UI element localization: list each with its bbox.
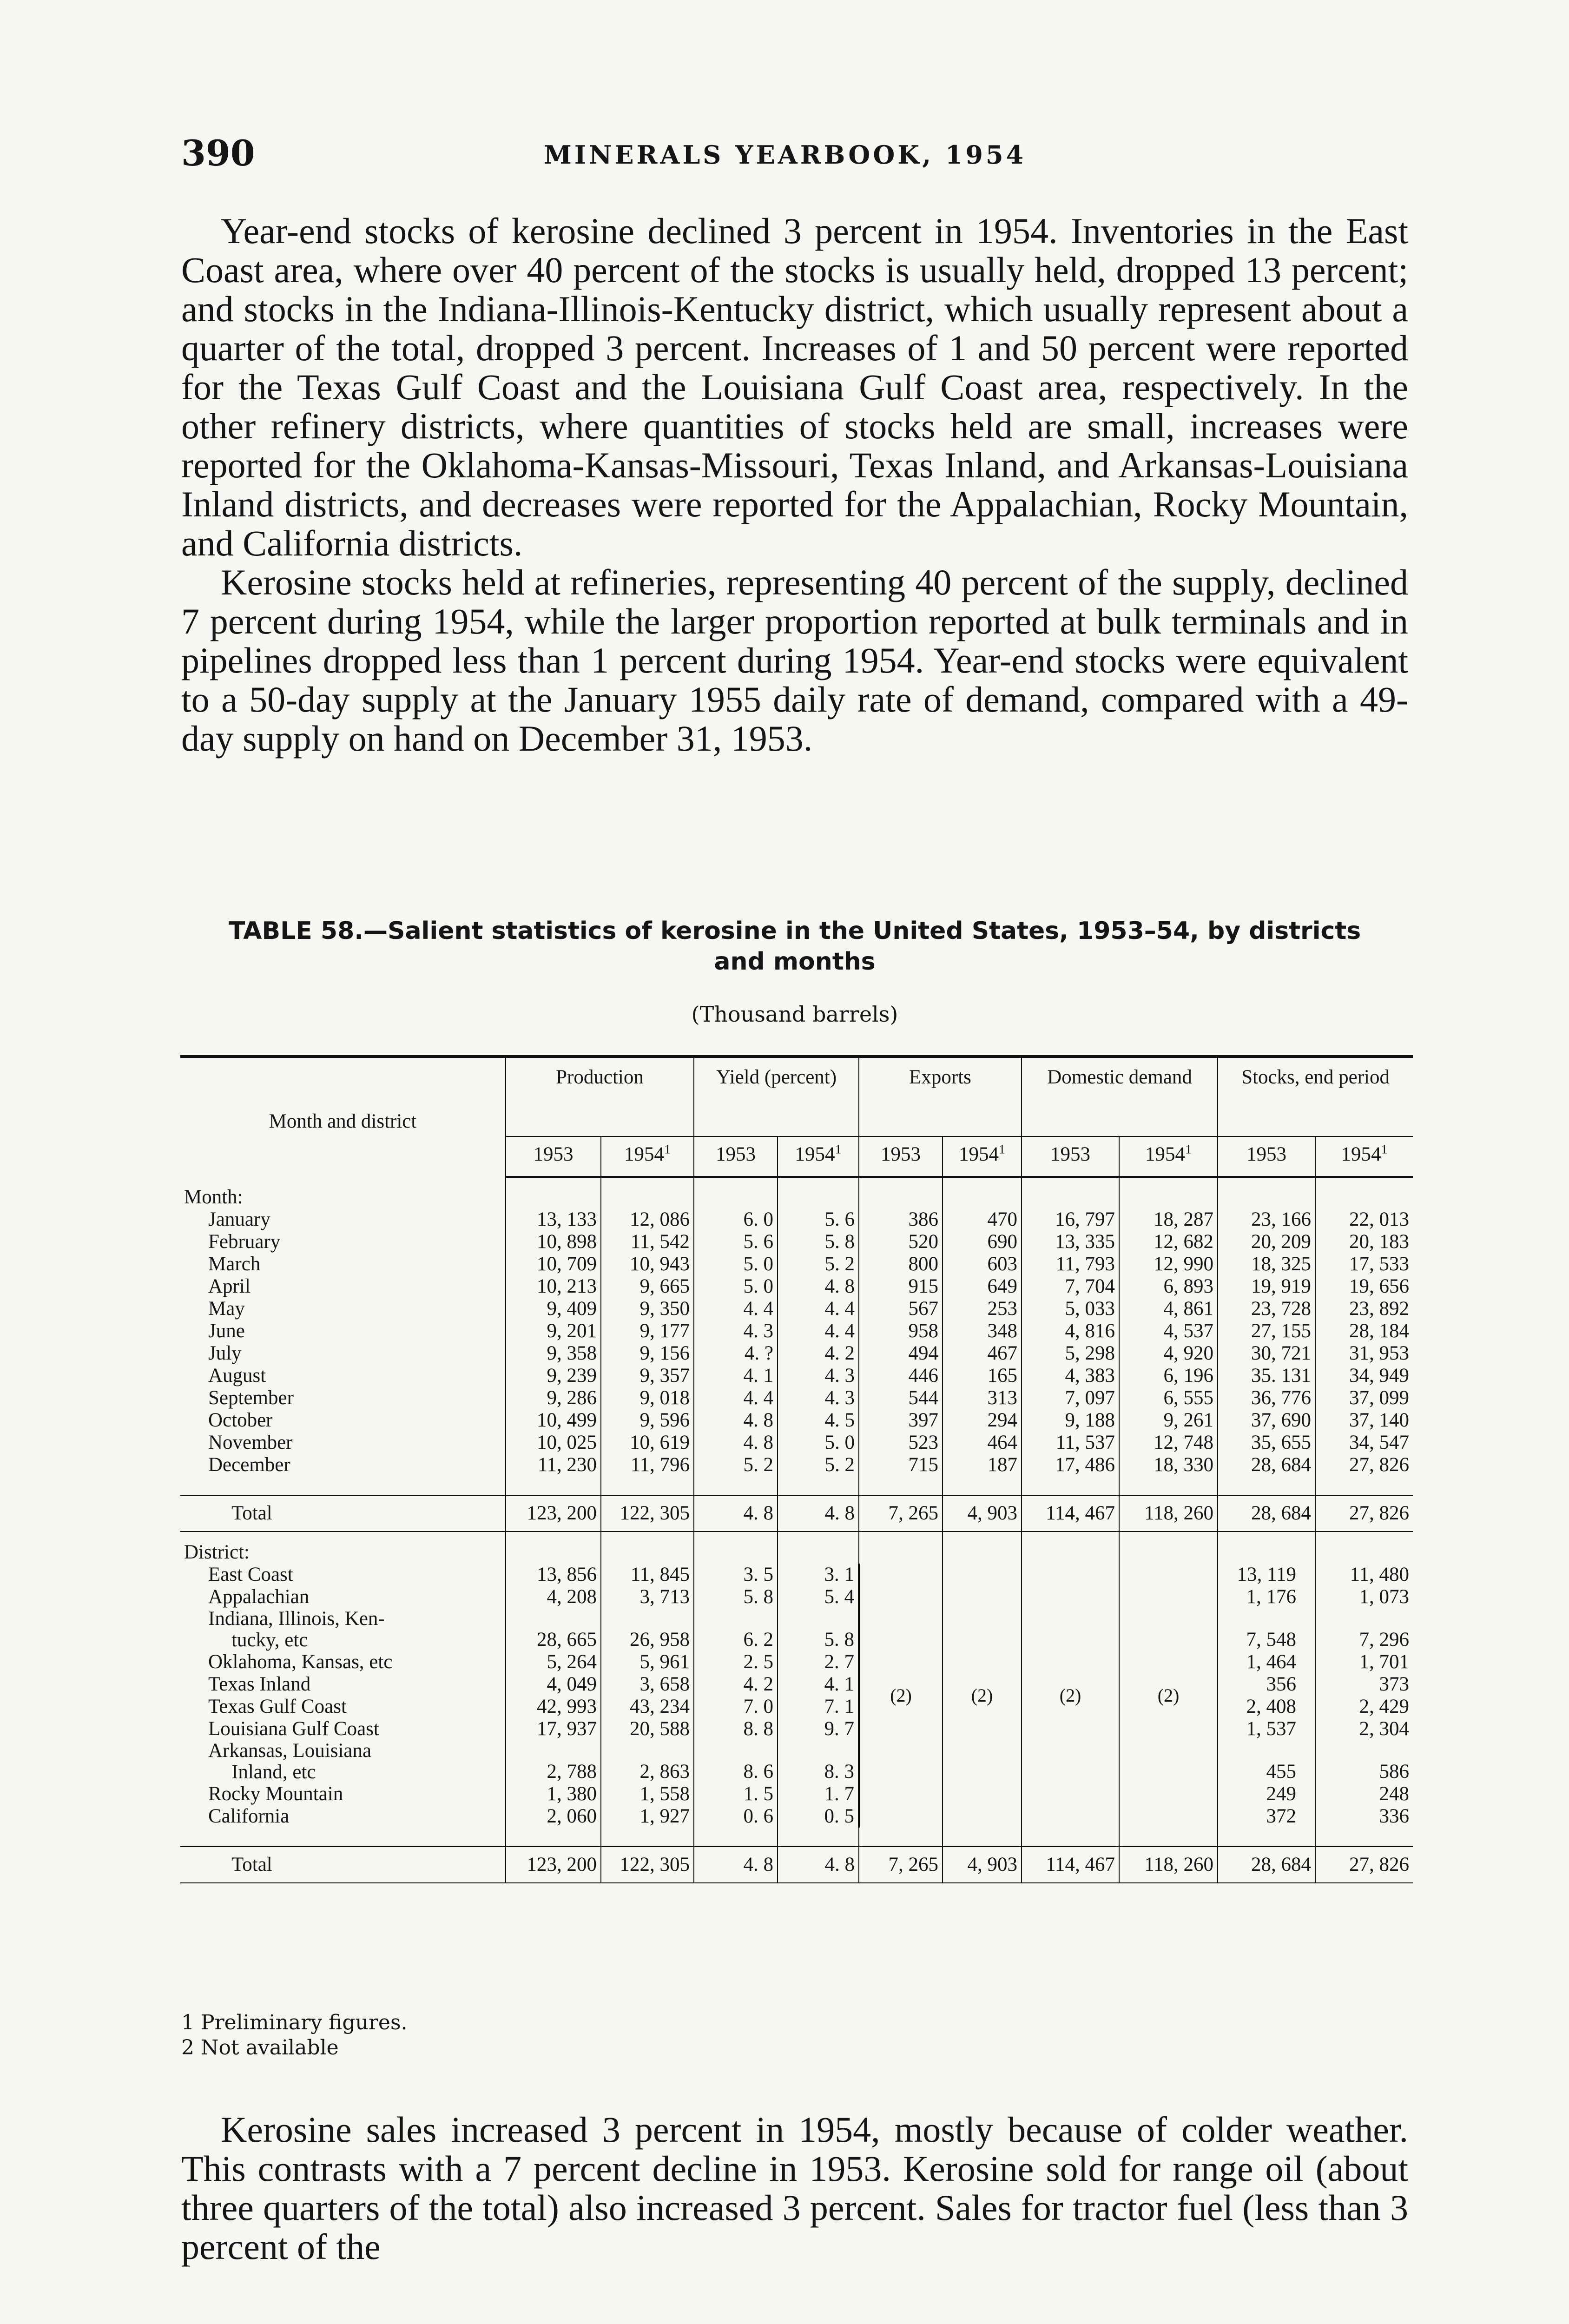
row-label: Oklahoma, Kansas, etc [208, 1651, 393, 1673]
row-label: February [208, 1231, 281, 1253]
table-cell: 1. 7 [778, 1783, 859, 1805]
table-caption-line: and months [714, 948, 876, 976]
year-header: 1954$^1$ [943, 1136, 1022, 1177]
table-row [180, 1673, 1413, 1696]
table-cell: 494 [859, 1342, 943, 1365]
table-cell: 12, 748 [1119, 1432, 1218, 1454]
table-cell: 4. 8 [694, 1847, 778, 1883]
table-cell: 2, 408 [1218, 1696, 1315, 1718]
table-row [180, 1387, 1413, 1409]
table-cell: 28, 684 [1218, 1454, 1315, 1476]
row-label: June [208, 1320, 245, 1342]
table-cell: 34, 949 [1315, 1365, 1413, 1387]
footnotes [181, 2010, 408, 2060]
table-cell: 253 [943, 1298, 1022, 1320]
table-cell: 9. 7 [778, 1718, 859, 1740]
table-cell: 1, 073 [1315, 1586, 1413, 1608]
table-cell: 12, 682 [1119, 1231, 1218, 1253]
table-cell: 4, 208 [506, 1586, 601, 1608]
district-total-section [180, 1847, 1413, 1883]
table-cell: 5, 298 [1022, 1342, 1119, 1365]
table-row [180, 1696, 1413, 1718]
table-cell: 1, 927 [601, 1805, 694, 1828]
table-cell: 4. 1 [778, 1673, 859, 1696]
table-cell: 7, 265 [859, 1495, 943, 1532]
table-cell: 10, 709 [506, 1253, 601, 1275]
table-cell: 7, 548 [1218, 1608, 1315, 1651]
table-cell: 5, 264 [506, 1651, 601, 1673]
table-cell: 7, 296 [1315, 1608, 1413, 1651]
row-label: Rocky Mountain [208, 1783, 343, 1805]
year-header: 1954$^1$ [601, 1136, 694, 1177]
table-cell: 28, 665 [506, 1608, 601, 1651]
table-cell: 5. 2 [694, 1454, 778, 1476]
table-cell: 397 [859, 1409, 943, 1432]
month-section [180, 1177, 1413, 1495]
table-cell: 13, 133 [506, 1208, 601, 1231]
table-cell: 5. 8 [778, 1608, 859, 1651]
row-label: July [208, 1342, 242, 1364]
row-label: October [208, 1409, 273, 1431]
table-cell: 118, 260 [1119, 1847, 1218, 1883]
table-cell: 28, 684 [1218, 1495, 1315, 1532]
page-header [181, 132, 1408, 179]
group-header: Domestic demand [1022, 1056, 1218, 1136]
table-cell: 8. 6 [694, 1740, 778, 1783]
row-label: December [208, 1454, 290, 1476]
table-cell: 37, 690 [1218, 1409, 1315, 1432]
row-label: Texas Inland [208, 1673, 311, 1695]
table-cell: 20, 209 [1218, 1231, 1315, 1253]
table-cell: 123, 200 [506, 1495, 601, 1532]
table-caption [181, 916, 1408, 977]
table-cell: 43, 234 [601, 1696, 694, 1718]
table-cell: 4, 383 [1022, 1365, 1119, 1387]
table-cell: 9, 239 [506, 1365, 601, 1387]
table-cell: 114, 467 [1022, 1495, 1119, 1532]
table-cell: 464 [943, 1432, 1022, 1454]
table-cell: 7. 1 [778, 1696, 859, 1718]
table-cell: 6, 196 [1119, 1365, 1218, 1387]
table-cell: 1, 558 [601, 1783, 694, 1805]
table-cell: 9, 357 [601, 1365, 694, 1387]
table-cell: 4, 920 [1119, 1342, 1218, 1365]
table-cell: 23, 728 [1218, 1298, 1315, 1320]
table-row-total [180, 1847, 1413, 1883]
total-label: Total [180, 1495, 506, 1532]
table-cell: 5, 961 [601, 1651, 694, 1673]
table-cell: 27, 826 [1315, 1495, 1413, 1532]
table-cell: 5. 8 [694, 1586, 778, 1608]
table-cell: 1. 5 [694, 1783, 778, 1805]
table-cell: 31, 953 [1315, 1342, 1413, 1365]
row-label: November [208, 1432, 293, 1453]
table-row [180, 1586, 1413, 1608]
table-cell: 294 [943, 1409, 1022, 1432]
table-cell: 0. 5 [778, 1805, 859, 1828]
table-cell: 28, 184 [1315, 1320, 1413, 1342]
table-cell: 915 [859, 1275, 943, 1298]
table-row [180, 1454, 1413, 1476]
table-cell: 22, 013 [1315, 1208, 1413, 1231]
footnote: 1 Preliminary figures. [181, 2011, 408, 2034]
table-cell: 1, 176 [1218, 1586, 1315, 1608]
row-label: January [208, 1208, 270, 1230]
table-cell: 17, 533 [1315, 1253, 1413, 1275]
table-cell: 455 [1218, 1740, 1315, 1783]
table-cell: 3, 658 [601, 1673, 694, 1696]
table-cell: 30, 721 [1218, 1342, 1315, 1365]
paragraph: Kerosine stocks held at refineries, representing 40 percent of the supply, declined 7 percent during 1954, while the larger proportion reported at bulk terminals and in pipelines dropped less than 1 percent during 1954. Year-end stocks were equivalent to a 50-day supply at the January 1955 daily rate of demand, compared with a 49-day supply on hand on December 31, 1953. [181, 562, 1408, 759]
table-cell: 1, 537 [1218, 1718, 1315, 1740]
table-cell: 7, 704 [1022, 1275, 1119, 1298]
table-cell: 9, 596 [601, 1409, 694, 1432]
table-row [180, 1365, 1413, 1387]
table-row [180, 1253, 1413, 1275]
row-label: May [208, 1298, 245, 1320]
table-cell: 165 [943, 1365, 1022, 1387]
table-cell: 4. 3 [778, 1365, 859, 1387]
table-cell: 11, 537 [1022, 1432, 1119, 1454]
table-row [180, 1783, 1413, 1805]
row-label: Louisiana Gulf Coast [208, 1718, 379, 1740]
table-row [180, 1740, 1413, 1783]
table-cell: 5. 6 [694, 1231, 778, 1253]
table-cell: 36, 776 [1218, 1387, 1315, 1409]
group-header: Exports [859, 1056, 1022, 1136]
table-cell: 9, 286 [506, 1387, 601, 1409]
table-cell: 5. 4 [778, 1586, 859, 1608]
table-cell: 715 [859, 1454, 943, 1476]
table-cell: 187 [943, 1454, 1022, 1476]
table-row [180, 1275, 1413, 1298]
table-row [180, 1805, 1413, 1828]
table-cell: 313 [943, 1387, 1022, 1409]
table-cell: 7, 097 [1022, 1387, 1119, 1409]
table-cell: 523 [859, 1432, 943, 1454]
year-header: 1954$^1$ [1315, 1136, 1413, 1177]
table-cell: 16, 797 [1022, 1208, 1119, 1231]
year-header: 1954$^1$ [1119, 1136, 1218, 1177]
table-cell: 114, 467 [1022, 1847, 1119, 1883]
group-header: Production [506, 1056, 694, 1136]
table-cell: 11, 845 [601, 1564, 694, 1586]
table-cell: 11, 542 [601, 1231, 694, 1253]
row-label: September [208, 1387, 294, 1409]
table-cell: 800 [859, 1253, 943, 1275]
table-cell: 10, 499 [506, 1409, 601, 1432]
table-cell: 9, 188 [1022, 1409, 1119, 1432]
table-cell: 18, 287 [1119, 1208, 1218, 1231]
table-cell: 7, 265 [859, 1847, 943, 1883]
table-cell: 1, 701 [1315, 1651, 1413, 1673]
total-label: Total [180, 1847, 506, 1883]
table-cell: 13, 856 [506, 1564, 601, 1586]
table-cell: 249 [1218, 1783, 1315, 1805]
table-caption-line: TABLE 58.—Salient statistics of kerosine in the United States, 1953–54, by districts [228, 917, 1361, 945]
table-cell: 4. 8 [778, 1275, 859, 1298]
table-cell: 9, 665 [601, 1275, 694, 1298]
table-cell: 470 [943, 1208, 1022, 1231]
table-cell: 4. 2 [778, 1342, 859, 1365]
not-available-cell: (2) [943, 1564, 1022, 1828]
table-cell: 23, 166 [1218, 1208, 1315, 1231]
footnote: 2 Not available [181, 2036, 339, 2060]
table-cell: 27, 155 [1218, 1320, 1315, 1342]
table-cell: 348 [943, 1320, 1022, 1342]
year-header: 1953 [859, 1136, 943, 1177]
table-cell: 4, 903 [943, 1847, 1022, 1883]
table-cell: 7. 0 [694, 1696, 778, 1718]
page-number: 390 [181, 132, 255, 174]
year-header: 1953 [1022, 1136, 1119, 1177]
table-cell: 19, 919 [1218, 1275, 1315, 1298]
table-row-total [180, 1495, 1413, 1532]
table-cell: 5. 8 [778, 1231, 859, 1253]
not-available-cell: (2) [1022, 1564, 1119, 1828]
year-header: 1954$^1$ [778, 1136, 859, 1177]
table-row [180, 1231, 1413, 1253]
row-label: April [208, 1275, 251, 1297]
table-cell: 3, 713 [601, 1586, 694, 1608]
table-cell: 13, 119 [1218, 1564, 1315, 1586]
row-label: California [208, 1805, 290, 1827]
table-cell: 17, 937 [506, 1718, 601, 1740]
table-cell: 12, 086 [601, 1208, 694, 1231]
table-cell: 123, 200 [506, 1847, 601, 1883]
table-row [180, 1208, 1413, 1231]
month-total-section [180, 1495, 1413, 1532]
table-cell: 4. 1 [694, 1365, 778, 1387]
row-label: East Coast [208, 1564, 293, 1585]
table-cell: 4, 861 [1119, 1298, 1218, 1320]
table-cell: 5. 2 [778, 1253, 859, 1275]
paragraph: Year-end stocks of kerosine declined 3 percent in 1954. Inventories in the East Coast area, where over 40 percent of the stocks is usually held, dropped 13 percent; and stocks in the Indiana-Illinois-Kentucky district, which usually represent about a quarter of the total, dropped 3 percent. Increases of 1 and 50 percent were reported for the Texas Gulf Coast and the Louisiana Gulf Coast area, respectively. In the other refinery districts, where quantities of stocks held are small, increases were reported for the Oklahoma-Kansas-Missouri, Texas Inland, and Arkansas-Louisiana Inland districts, and decreases were reported for the Appalachian, Rocky Mountain, and California districts. [181, 211, 1408, 563]
table-cell: 4. 8 [694, 1409, 778, 1432]
table-cell: 27, 826 [1315, 1847, 1413, 1883]
table-cell: 10, 898 [506, 1231, 601, 1253]
table-cell: 4, 816 [1022, 1320, 1119, 1342]
table-cell: 11, 796 [601, 1454, 694, 1476]
table-cell: 372 [1218, 1805, 1315, 1828]
table-cell: 4. 4 [694, 1387, 778, 1409]
table-cell: 17, 486 [1022, 1454, 1119, 1476]
table-cell: 11, 793 [1022, 1253, 1119, 1275]
table-cell: 122, 305 [601, 1847, 694, 1883]
table-cell: 37, 140 [1315, 1409, 1413, 1432]
table-cell: 4. 4 [694, 1298, 778, 1320]
table-row [180, 1409, 1413, 1432]
group-header: Yield (percent) [694, 1056, 859, 1136]
year-header: 1953 [506, 1136, 601, 1177]
table-cell: 567 [859, 1298, 943, 1320]
table-unit: (Thousand barrels) [691, 1002, 898, 1027]
table-cell: 27, 826 [1315, 1454, 1413, 1476]
table-cell: 2. 5 [694, 1651, 778, 1673]
section-label: District: [184, 1541, 250, 1563]
table-cell: 34, 547 [1315, 1432, 1413, 1454]
table-cell: 4. 8 [694, 1432, 778, 1454]
table-row [180, 1651, 1413, 1673]
row-label: Appalachian [208, 1586, 310, 1608]
table-row [180, 1432, 1413, 1454]
table-cell: 2. 7 [778, 1651, 859, 1673]
closing-text [181, 2110, 1408, 2266]
table-cell: 649 [943, 1275, 1022, 1298]
table-cell: 42, 993 [506, 1696, 601, 1718]
intro-text [181, 211, 1408, 758]
table-cell: 4, 537 [1119, 1320, 1218, 1342]
table-cell: 4, 049 [506, 1673, 601, 1696]
table-cell: 446 [859, 1365, 943, 1387]
table-cell: 9, 201 [506, 1320, 601, 1342]
group-header: Stocks, end period [1218, 1056, 1413, 1136]
not-available-cell: (2) [859, 1564, 943, 1828]
table-cell: 2, 304 [1315, 1718, 1413, 1740]
table-cell: 18, 330 [1119, 1454, 1218, 1476]
table-cell: 5. 2 [778, 1454, 859, 1476]
table-cell: 6, 555 [1119, 1387, 1218, 1409]
stub-header: Month and district [180, 1056, 506, 1177]
table-row [180, 1298, 1413, 1320]
table-cell: 11, 480 [1315, 1564, 1413, 1586]
table-cell: 9, 177 [601, 1320, 694, 1342]
table-cell: 118, 260 [1119, 1495, 1218, 1532]
table-cell: 35. 131 [1218, 1365, 1315, 1387]
table-cell: 4, 903 [943, 1495, 1022, 1532]
table-row [180, 1342, 1413, 1365]
table-cell: 586 [1315, 1740, 1413, 1783]
table-cell: 4. 2 [694, 1673, 778, 1696]
table-cell: 2, 863 [601, 1740, 694, 1783]
table-cell: 1, 464 [1218, 1651, 1315, 1673]
not-available-cell: (2) [1119, 1564, 1218, 1828]
table-cell: 690 [943, 1231, 1022, 1253]
table-cell: 20, 588 [601, 1718, 694, 1740]
district-section [180, 1532, 1413, 1847]
table-cell: 19, 656 [1315, 1275, 1413, 1298]
table-cell: 20, 183 [1315, 1231, 1413, 1253]
table-cell: 386 [859, 1208, 943, 1231]
running-title: MINERALS YEARBOOK, 1954 [544, 140, 1027, 170]
table-cell: 9, 156 [601, 1342, 694, 1365]
table-cell: 520 [859, 1231, 943, 1253]
table-cell: 37, 099 [1315, 1387, 1413, 1409]
table-cell: 13, 335 [1022, 1231, 1119, 1253]
table-cell: 10, 213 [506, 1275, 601, 1298]
table-cell: 544 [859, 1387, 943, 1409]
table-cell: 2, 060 [506, 1805, 601, 1828]
table-cell: 356 [1218, 1673, 1315, 1696]
table-cell: 5. 6 [778, 1208, 859, 1231]
table-cell: 5. 0 [694, 1275, 778, 1298]
year-header: 1953 [1218, 1136, 1315, 1177]
table-cell: 12, 990 [1119, 1253, 1218, 1275]
table-cell: 10, 619 [601, 1432, 694, 1454]
table-cell: 603 [943, 1253, 1022, 1275]
table-cell: 26, 958 [601, 1608, 694, 1651]
table-cell: 467 [943, 1342, 1022, 1365]
table-cell: 6. 2 [694, 1608, 778, 1651]
table-row [180, 1320, 1413, 1342]
table-cell: 4. 8 [778, 1847, 859, 1883]
table-cell: 3. 1 [778, 1564, 859, 1586]
table-cell: 4. 4 [778, 1298, 859, 1320]
table-cell: 28, 684 [1218, 1847, 1315, 1883]
table-cell: 9, 409 [506, 1298, 601, 1320]
table-cell: 5. 0 [778, 1432, 859, 1454]
row-label: Indiana, Illinois, Ken- tucky, etc [208, 1608, 385, 1651]
row-label: Texas Gulf Coast [208, 1696, 347, 1717]
table-cell: 5. 0 [694, 1253, 778, 1275]
table-cell: 1, 380 [506, 1783, 601, 1805]
paragraph: Kerosine sales increased 3 percent in 1954, mostly because of colder weather. This contrasts with a 7 percent decline in 1953. Kerosine sold for range oil (about three quarters of the total) also increased 3 percent. Sales for tractor fuel (less than 3 percent of the [181, 2109, 1408, 2267]
table-cell: 4. 3 [778, 1387, 859, 1409]
row-label: Arkansas, Louisiana Inland, etc [208, 1740, 372, 1783]
kerosine-statistics-table [180, 1055, 1413, 1883]
table-cell: 10, 025 [506, 1432, 601, 1454]
year-header: 1953 [694, 1136, 778, 1177]
table-cell: 248 [1315, 1783, 1413, 1805]
table-cell: 4. 4 [778, 1320, 859, 1342]
table-cell: 4. 3 [694, 1320, 778, 1342]
table-cell: 8. 8 [694, 1718, 778, 1740]
table-cell: 9, 018 [601, 1387, 694, 1409]
table-cell: 10, 943 [601, 1253, 694, 1275]
table-cell: 373 [1315, 1673, 1413, 1696]
table-cell: 4. 8 [778, 1495, 859, 1532]
table-cell: 2, 429 [1315, 1696, 1413, 1718]
table-cell: 5, 033 [1022, 1298, 1119, 1320]
table-cell: 958 [859, 1320, 943, 1342]
table-cell: 4. 8 [694, 1495, 778, 1532]
table-cell: 9, 261 [1119, 1409, 1218, 1432]
row-label: August [208, 1365, 266, 1386]
table-cell: 336 [1315, 1805, 1413, 1828]
table-cell: 18, 325 [1218, 1253, 1315, 1275]
row-label: March [208, 1253, 261, 1275]
table-cell: 122, 305 [601, 1495, 694, 1532]
table-cell: 9, 358 [506, 1342, 601, 1365]
table-row [180, 1608, 1413, 1651]
table-row [180, 1718, 1413, 1740]
table-cell: 0. 6 [694, 1805, 778, 1828]
table-cell: 8. 3 [778, 1740, 859, 1783]
table-cell: 2, 788 [506, 1740, 601, 1783]
table-cell: 35, 655 [1218, 1432, 1315, 1454]
table-cell: 4. ? [694, 1342, 778, 1365]
table-cell: 4. 5 [778, 1409, 859, 1432]
table-row [180, 1564, 1413, 1586]
table-cell: 11, 230 [506, 1454, 601, 1476]
table-cell: 6. 0 [694, 1208, 778, 1231]
table-cell: 6, 893 [1119, 1275, 1218, 1298]
section-label: Month: [184, 1186, 243, 1208]
table-cell: 3. 5 [694, 1564, 778, 1586]
table-cell: 23, 892 [1315, 1298, 1413, 1320]
table-cell: 9, 350 [601, 1298, 694, 1320]
